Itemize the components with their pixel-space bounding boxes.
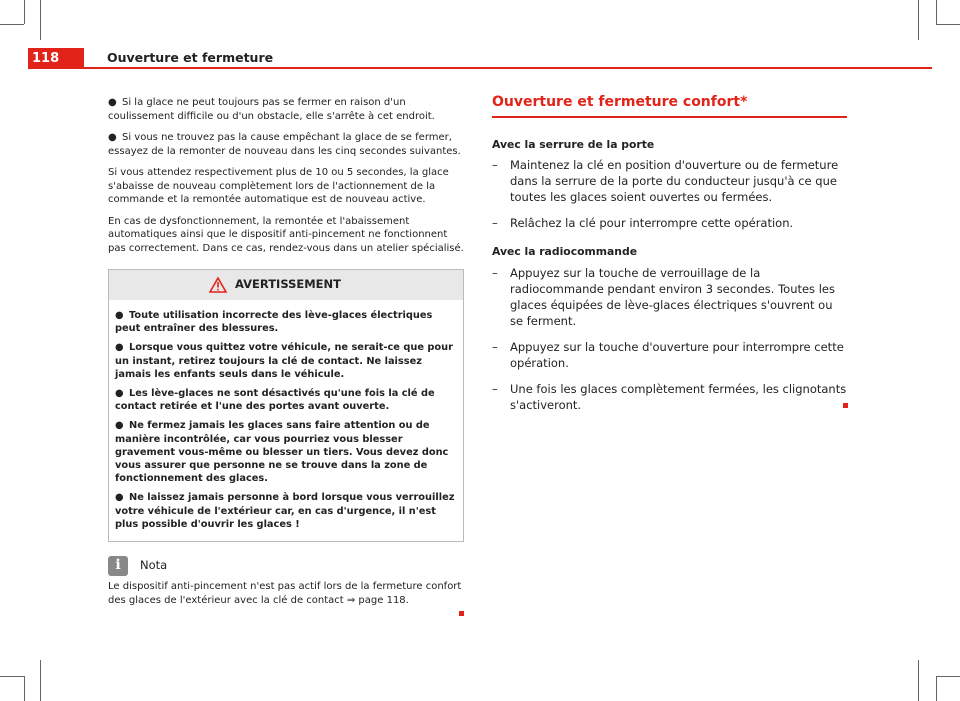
crop-mark [936, 24, 960, 25]
warning-box [108, 269, 464, 542]
right-column [492, 96, 848, 412]
crop-mark [918, 0, 919, 40]
list-item: – Relâchez la clé pour interrompre cette opération. [492, 216, 794, 230]
bullet-item: ● Si vous ne trouvez pas la cause empêchant la glace de se fermer, essayez de la remonter de nouveau dans les cinq secondes suivantes. [108, 132, 461, 157]
list-item: – Appuyez sur la touche de verrouillage de la radiocommande pendant environ 3 secondes. Toutes les glaces équipées de lève-glaces électriques s'ouvrent ou se ferment. [492, 265, 835, 328]
crop-mark [24, 676, 25, 701]
end-mark [108, 607, 464, 621]
section-title: Ouverture et fermeture confort* [492, 96, 847, 118]
header-rule [28, 67, 932, 69]
warning-item: ● Ne laissez jamais personne à bord lorsque vous verrouillez votre véhicule de l'extérieur car, en cas d'urgence, il n'est plus possible d'ouvrir les glaces ! [115, 492, 455, 530]
crop-mark [936, 0, 937, 24]
paragraph: Si vous attendez respectivement plus de 10 ou 5 secondes, la glace s'abaisse de nouveau complètement lors de l'actionnement de la commande et la remontée automatique est de nouveau active. [108, 167, 449, 205]
note-header [108, 556, 464, 576]
warning-item: ● Ne fermez jamais les glaces sans faire attention ou de manière incontrôlée, car vous pourriez vous blesser gravement vous-même ou blesser un tiers. Vous devez donc vous assurer que personne ne se trouve dans la zone de fonctionnement des glaces. [115, 420, 449, 485]
bullet-item: ● Si la glace ne peut toujours pas se fermer en raison d'un coulissement difficile ou d'un obstacle, elle s'arrête à cet endroit. [108, 97, 435, 122]
crop-mark [0, 676, 24, 677]
warning-item: ● Lorsque vous quittez votre véhicule, ne serait-ce que pour un instant, retirez toujours la clé de contact. Ne laissez jamais les enfants seuls dans le véhicule. [115, 342, 453, 380]
warning-item: ● Toute utilisation incorrecte des lève-glaces électriques peut entraîner des blessures. [115, 310, 433, 335]
paragraph: En cas de dysfonctionnement, la remontée et l'abaissement automatiques ainsi que le dispositif anti-pincement ne fonctionnent pas correctement. Dans ce cas, rendez-vous dans un atelier spécialisé. [108, 215, 464, 254]
page-header-title: Ouverture et fermeture [107, 50, 274, 65]
list-item: – Maintenez la clé en position d'ouverture ou de fermeture dans la serrure de la porte du conducteur jusqu'à ce que toutes les glaces soient ouvertes ou fermées. [492, 158, 839, 204]
crop-mark [918, 660, 919, 701]
subheading: Avec la serrure de la porte [492, 137, 655, 151]
crop-mark [0, 24, 24, 25]
crop-mark [24, 0, 25, 24]
crop-mark [936, 676, 937, 701]
list-item: – Appuyez sur la touche d'ouverture pour interrompre cette opération. [492, 339, 844, 370]
left-column [108, 96, 464, 621]
note-text: Le dispositif anti-pincement n'est pas actif lors de la fermeture confort des glaces de l'extérieur avec la clé de contact ⇒ page 118. [108, 581, 462, 606]
list-item: – Une fois les glaces complètement fermées, les clignotants s'activeront. [492, 381, 847, 412]
crop-mark [40, 660, 41, 701]
subheading: Avec la radiocommande [492, 245, 638, 258]
warning-triangle-icon [209, 277, 227, 293]
warning-item: ● Les lève-glaces ne sont désactivés qu'une fois la clé de contact retirée et l'une des portes avant ouverte. [115, 388, 435, 413]
warning-title: AVERTISSEMENT [235, 277, 342, 292]
warning-body [109, 300, 463, 541]
page-number: 118 [28, 48, 84, 68]
note-title: Nota [140, 558, 168, 573]
warning-header [109, 270, 463, 300]
crop-mark [936, 676, 960, 677]
crop-mark [40, 0, 41, 40]
info-icon: i [108, 556, 128, 576]
